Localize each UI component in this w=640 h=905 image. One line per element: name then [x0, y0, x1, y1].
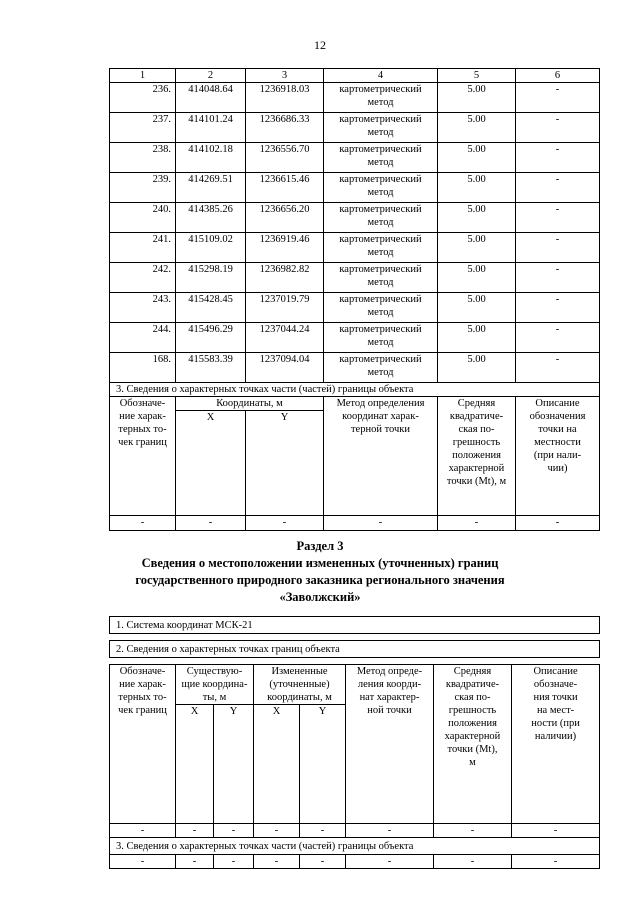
x-coordinate: 415428.45: [176, 293, 246, 323]
method-line1: картометрический: [339, 114, 422, 125]
dash-cell: -: [176, 516, 246, 531]
description: -: [516, 353, 600, 383]
x-coordinate: 415496.29: [176, 323, 246, 353]
dash-cell: -: [346, 855, 434, 869]
method-line1: картометрический: [339, 234, 422, 245]
existing-coords-header: Существую- щие координа- ты, м: [176, 665, 254, 705]
col-header: 3: [246, 69, 324, 83]
dash-cell: -: [512, 855, 600, 869]
description: -: [516, 83, 600, 113]
x-coordinate: 415109.02: [176, 233, 246, 263]
section-subtitle-line1: Сведения о местоположении измененных (уточненных) границ: [141, 556, 499, 570]
point-number: 168.: [110, 353, 176, 383]
y-coordinate: 1236918.03: [246, 83, 324, 113]
dash-cell: -: [346, 824, 434, 838]
parts-section-title: 3. Сведения о характерных точках части (частей) границы объекта: [110, 383, 600, 397]
x-coordinate: 415298.19: [176, 263, 246, 293]
dash-cell: -: [254, 855, 300, 869]
dash-cell: -: [300, 855, 346, 869]
col-header: 4: [324, 69, 438, 83]
parts-header-row: [110, 397, 600, 411]
changed-x-header: X: [254, 705, 300, 824]
mean-error: 5.00: [438, 353, 516, 383]
method-line1: картометрический: [339, 294, 422, 305]
dash-cell: -: [214, 855, 254, 869]
method-line1: картометрический: [339, 174, 422, 185]
mean-error: 5.00: [438, 263, 516, 293]
method-line2: метод: [367, 337, 394, 348]
table-row: [110, 173, 600, 203]
y-coordinate: 1236656.20: [246, 203, 324, 233]
method: [324, 353, 438, 383]
method-line1: картометрический: [339, 84, 422, 95]
coord-system-row: [110, 617, 600, 634]
table-row: [110, 353, 600, 383]
mean-error: 5.00: [438, 173, 516, 203]
method: [324, 83, 438, 113]
mt-header: Средняя квадратиче- ская по- грешность положения характерной точки (Mt), м: [434, 665, 512, 824]
y-coordinate: 1236686.33: [246, 113, 324, 143]
parts-section-title-row: [110, 383, 600, 397]
y-coordinate: 1236556.70: [246, 143, 324, 173]
x-header: X: [176, 411, 246, 516]
method-line2: метод: [367, 157, 394, 168]
dash-cell: -: [110, 516, 176, 531]
method-line2: метод: [367, 247, 394, 258]
point-number: 238.: [110, 143, 176, 173]
points-section-title: 2. Сведения о характерных точках границ объекта: [110, 641, 600, 658]
point-number: 244.: [110, 323, 176, 353]
point-number: 243.: [110, 293, 176, 323]
method: [324, 173, 438, 203]
existing-x-header: X: [176, 705, 214, 824]
dash-cell: -: [110, 855, 176, 869]
dash-cell: -: [300, 824, 346, 838]
method-line1: картометрический: [339, 264, 422, 275]
dash-cell: -: [246, 516, 324, 531]
method: [324, 143, 438, 173]
description: -: [516, 323, 600, 353]
dash-cell: -: [434, 824, 512, 838]
description: -: [516, 293, 600, 323]
description: -: [516, 263, 600, 293]
section-title: Раздел 3: [296, 539, 344, 553]
method: [324, 113, 438, 143]
col-header: 1: [110, 69, 176, 83]
y-coordinate: 1236982.82: [246, 263, 324, 293]
designation-header: Обозначе- ние харак- терных то- чек границ: [110, 397, 176, 516]
point-number: 237.: [110, 113, 176, 143]
description: -: [516, 173, 600, 203]
changed-boundaries-table: [109, 616, 600, 869]
parts-section-row: [110, 838, 600, 855]
y-coordinate: 1236919.46: [246, 233, 324, 263]
parts-dash-row: [110, 516, 600, 531]
dash-cell: -: [512, 824, 600, 838]
method-line1: картометрический: [339, 204, 422, 215]
changed-coords-header: Измененные (уточненные) координаты, м: [254, 665, 346, 705]
point-number: 239.: [110, 173, 176, 203]
x-coordinate: 414101.24: [176, 113, 246, 143]
x-coordinate: 415583.39: [176, 353, 246, 383]
method-line2: метод: [367, 97, 394, 108]
existing-y-header: Y: [214, 705, 254, 824]
method-line2: метод: [367, 277, 394, 288]
method-line1: картометрический: [339, 324, 422, 335]
description: -: [516, 113, 600, 143]
y-coordinate: 1237044.24: [246, 323, 324, 353]
method-line1: картометрический: [339, 144, 422, 155]
dash-cell: -: [434, 855, 512, 869]
coord-system-text: 1. Система координат МСК-21: [110, 617, 600, 634]
mean-error: 5.00: [438, 83, 516, 113]
col-header: 2: [176, 69, 246, 83]
table-row: [110, 323, 600, 353]
parts-section-title: 3. Сведения о характерных точках части (частей) границы объекта: [110, 838, 600, 855]
table-row: [110, 113, 600, 143]
method-line2: метод: [367, 367, 394, 378]
mean-error: 5.00: [438, 143, 516, 173]
mt-header: Средняя квадратиче- ская по- грешность положения характерной точки (Mt), м: [438, 397, 516, 516]
y-header: Y: [246, 411, 324, 516]
dash-cell: -: [176, 855, 214, 869]
coords-header: Координаты, м: [176, 397, 324, 411]
dash-cell: -: [254, 824, 300, 838]
point-number: 240.: [110, 203, 176, 233]
column-number-row: [110, 69, 600, 83]
method-line2: метод: [367, 307, 394, 318]
col-header: 6: [516, 69, 600, 83]
method-header: Метод определения координат харак- терной точки: [324, 397, 438, 516]
table-row: [110, 293, 600, 323]
point-number: 242.: [110, 263, 176, 293]
table2-dash-row: [110, 824, 600, 838]
boundary-points-table: [109, 68, 600, 531]
x-coordinate: 414385.26: [176, 203, 246, 233]
x-coordinate: 414102.18: [176, 143, 246, 173]
y-coordinate: 1237019.79: [246, 293, 324, 323]
mean-error: 5.00: [438, 113, 516, 143]
method-line2: метод: [367, 127, 394, 138]
method: [324, 293, 438, 323]
dash-cell: -: [176, 824, 214, 838]
description: -: [516, 143, 600, 173]
mean-error: 5.00: [438, 323, 516, 353]
dash-cell: -: [324, 516, 438, 531]
description-header: Описание обозначения точки на местности (при нали- чии): [516, 397, 600, 516]
col-header: 5: [438, 69, 516, 83]
y-coordinate: 1236615.46: [246, 173, 324, 203]
changed-y-header: Y: [300, 705, 346, 824]
point-number: 236.: [110, 83, 176, 113]
method-line1: картометрический: [339, 354, 422, 365]
table-row: [110, 233, 600, 263]
designation-header: Обозначе- ние харак- терных то- чек границ: [110, 665, 176, 824]
method: [324, 323, 438, 353]
dash-cell: -: [516, 516, 600, 531]
table2-dash-row-2: [110, 855, 600, 869]
method: [324, 233, 438, 263]
mean-error: 5.00: [438, 293, 516, 323]
method-line2: метод: [367, 187, 394, 198]
mean-error: 5.00: [438, 203, 516, 233]
points-section-row: [110, 641, 600, 658]
dash-cell: -: [110, 824, 176, 838]
table-row: [110, 143, 600, 173]
method: [324, 263, 438, 293]
dash-cell: -: [438, 516, 516, 531]
method-line2: метод: [367, 217, 394, 228]
section-subtitle-line2: государственного природного заказника регионального значения: [135, 573, 505, 587]
dash-cell: -: [214, 824, 254, 838]
x-coordinate: 414269.51: [176, 173, 246, 203]
description: -: [516, 203, 600, 233]
mean-error: 5.00: [438, 233, 516, 263]
table2-header-row: [110, 665, 600, 705]
section-subtitle-line3: «Заволжский»: [279, 590, 361, 604]
table-row: [110, 203, 600, 233]
y-coordinate: 1237094.04: [246, 353, 324, 383]
table-row: [110, 83, 600, 113]
method: [324, 203, 438, 233]
page-number: 12: [314, 38, 326, 52]
table-row: [110, 263, 600, 293]
method-header: Метод опреде- ления коорди- нат характер- ной точки: [346, 665, 434, 824]
x-coordinate: 414048.64: [176, 83, 246, 113]
point-number: 241.: [110, 233, 176, 263]
description-header: Описание обозначе- ния точки на мест- ности (при наличии): [512, 665, 600, 824]
description: -: [516, 233, 600, 263]
